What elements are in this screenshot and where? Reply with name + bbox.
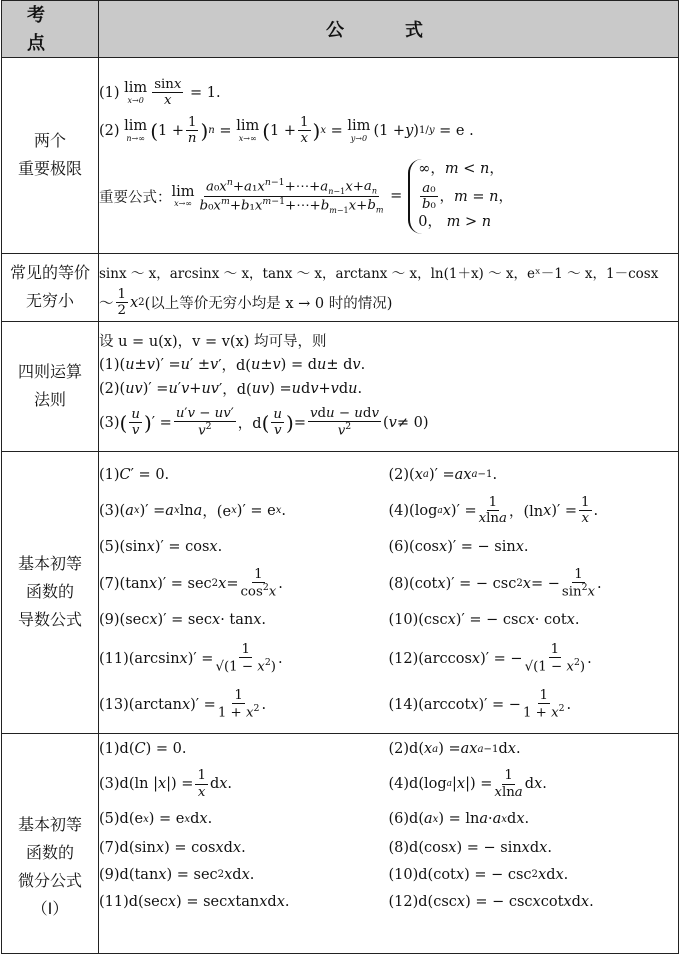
formula-pair: (9)(sec x )′ = sec x · tan x . (10)(csc x )′ = − csc x · cot x . bbox=[99, 611, 580, 628]
topic-differential-formulas: 基本初等 函数的 微分公式 （Ⅰ） bbox=[2, 734, 99, 954]
formula-important-limits bbox=[99, 58, 679, 254]
row-important-limits bbox=[2, 58, 679, 254]
formula-equivalent-infinitesimals bbox=[99, 254, 679, 322]
header-formula: 公 式 bbox=[99, 1, 679, 58]
formula-line: (1) lim x→0 $\frac{\sin x}{x}$ = 1. bbox=[99, 77, 221, 109]
formula-line: (2) lim n→∞ ( 1 + $\frac{1}{n}$ ) n = lim x→∞ ( 1 + $\frac{1}{x}$ ) x = lim y→0 (1 + y ) 1/y = e . bbox=[99, 114, 474, 147]
formula-line: (2)( uv )′ = u ′ v + uv ′，d( uv ) = u d v + v d u . bbox=[99, 380, 363, 398]
row-arithmetic-rules bbox=[2, 322, 679, 452]
formula-pair: (5)d(e x ) = e x d x . (6)d( a x ) = ln a · a x d x . bbox=[99, 811, 530, 827]
formula-line: sinx ～ x，arcsinx ～ x，tanx ～ x，arctanx ～ x，ln(1＋x) ～ x，eˣ－1 ～ x，1－cosx bbox=[99, 265, 659, 282]
formula-pair: (11)(arcsin x )′ = $\frac{1}{√(1 - x^2)}$ . (12)(arccos x )′ = − $\frac{1}{√(1 - x^2)}$ . bbox=[99, 641, 592, 675]
formula-line: (1)( u ± v )′ = u ′ ± v ′，d( u ± v ) = d u ± d v . bbox=[99, 356, 366, 374]
formula-pair: (11)d(sec x ) = sec x tan x d x . (12)d(csc x ) = − csc x cot x d x . bbox=[99, 893, 594, 910]
formula-pair: (1)d( C ) = 0. (2)d( x a ) = ax a−1 d x . bbox=[99, 741, 521, 757]
row-equivalent-infinitesimals bbox=[2, 254, 679, 322]
formula-line: 重要公式： lim x→∞ $\frac{a_0x^n+a_1x^{n-1}+\cdots+a_{n-1}x+a_n}{b_0x^m+b_1x^{m-1}+\cdots+b_{m-1}x+b_m}$ = ∞，m < n， $\frac{\text{a₀}}{\text{b₀}}$ ，m = n， 0， m > n bbox=[99, 159, 678, 234]
formula-line: (3) ( $\frac{u}{v}$ ) ′ = $\frac{u'v - uv'}{v^2}$ ，d ( $\frac{u}{v}$ ) = $\frac{\text{vdu − udv}}{v^2}$ ( v ≠ 0) bbox=[99, 405, 429, 439]
formula-pair: (5)(sin x )′ = cos x . (6)(cos x )′ = − sin x . bbox=[99, 538, 529, 555]
formula-pair: (3)d(ln | x |) = $\frac{1}{x}$ d x . (4)d(log a | x |) = $\frac{1}{xlna}$ d x . bbox=[99, 768, 547, 800]
note-text: (以上等价无穷小均是 x → 0 时的情况) bbox=[144, 296, 393, 312]
row-derivative-formulas bbox=[2, 452, 679, 734]
topic-derivative-formulas: 基本初等 函数的 导数公式 bbox=[2, 452, 99, 734]
topic-arithmetic-rules: 四则运算 法则 bbox=[2, 322, 99, 452]
row-differential-formulas bbox=[2, 734, 679, 954]
formula-pair: (7)(tan x )′ = sec 2 x = $\frac{1}{\cos^2x}$ . (8)(cot x )′ = − csc 2 x = − $\frac{1}{\sin^2x}$ . bbox=[99, 566, 602, 600]
formula-pair: (3)( a x )′ = a x ln a ，(e x )′ = e x . (4)(log a x )′ = $\frac{1}{xlna}$ ，(ln x )′ = $\frac{1}{x}$ . bbox=[99, 494, 599, 526]
formula-arithmetic-rules bbox=[99, 322, 679, 452]
topic-important-limits: 两个 重要极限 bbox=[2, 58, 99, 254]
formula-line: 设 u = u(x)，v = v(x) 均可导，则 bbox=[99, 334, 327, 350]
formula-line: ～ $\frac{1}{2}$ x 2 (以上等价无穷小均是 x → 0 时的情况) bbox=[99, 286, 393, 318]
table-header bbox=[2, 1, 679, 58]
formula-pair: (1) C ′ = 0. (2)( x a )′ = ax a−1 . bbox=[99, 466, 498, 483]
formula-derivative-formulas bbox=[99, 452, 679, 734]
header-topic: 考 点 bbox=[2, 1, 99, 58]
formula-pair: (7)d(sin x ) = cos x d x . (8)d(cos x ) = − sin x d x . bbox=[99, 839, 552, 856]
formula-pair: (9)d(tan x ) = sec 2 x d x . (10)d(cot x ) = − csc 2 x d x . bbox=[99, 866, 569, 883]
formula-table bbox=[1, 0, 679, 954]
formula-pair: (13)(arctan x )′ = $\frac{1}{1 + x^2}$ . (14)(arccot x )′ = − $\frac{1}{1 + x^2}$ . bbox=[99, 687, 572, 721]
formula-differential-formulas bbox=[99, 734, 679, 954]
topic-equivalent-infinitesimals: 常见的等价 无穷小 bbox=[2, 254, 99, 322]
